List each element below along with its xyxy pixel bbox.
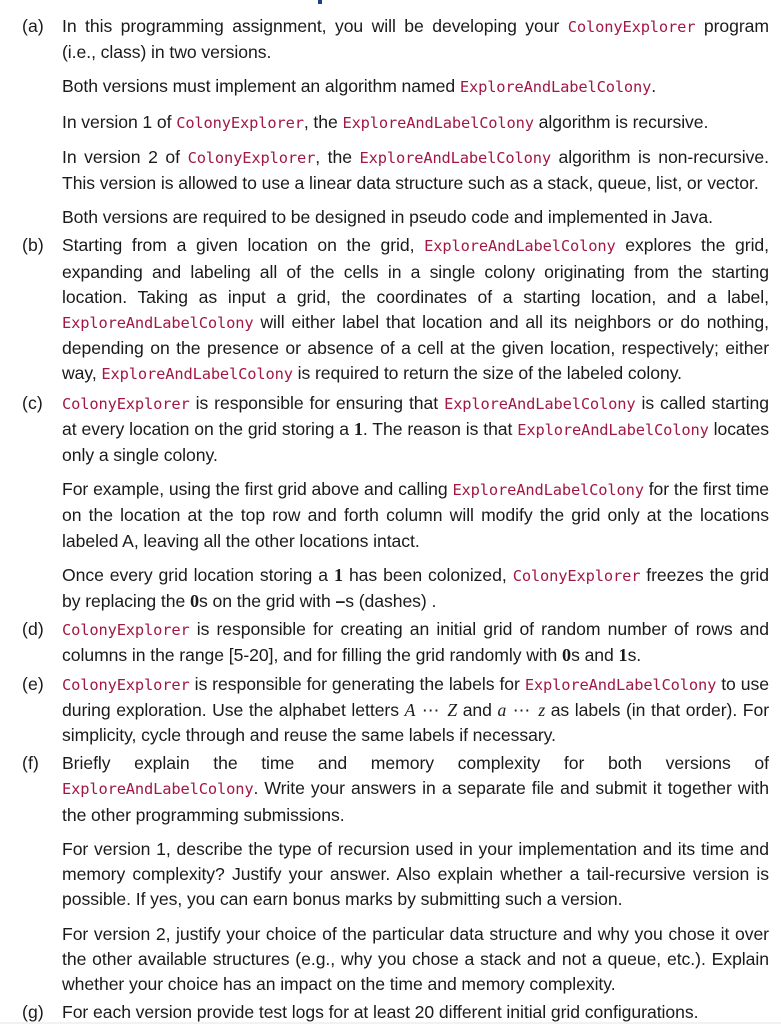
text-run: and (457, 699, 498, 720)
paragraph (62, 477, 769, 554)
code-identifier: ExploreAndLabelColony (359, 148, 551, 167)
text-run: algorithm is recursive. (533, 111, 709, 132)
list-item-body (62, 672, 769, 749)
enumerated-item-list (0, 14, 781, 1025)
text-run: algorithm is non-recursive. This version is allowed to use a linear data structure such as a stack, queue, list, or vector. (62, 146, 769, 194)
text-run: is required to return the size of the labeled colony. (292, 363, 682, 384)
list-item-body (62, 14, 769, 230)
text-run: . The reason is that (362, 418, 518, 439)
code-identifier: ColonyExplorer (62, 621, 190, 640)
code-identifier: ColonyExplorer (512, 566, 641, 585)
text-run: For version 2, justify your choice of the particular data structure and why you chose it over the other available structures (e.g., why you chose a stack and not a queue, etc.). Explain whether your choice has an impact on the time and memory complexity. (62, 923, 769, 994)
paragraph (62, 205, 769, 230)
text-run: is responsible for generating the labels for (189, 673, 525, 694)
paragraph (62, 837, 769, 913)
paragraph (62, 751, 769, 828)
list-item (0, 617, 781, 668)
code-identifier: ColonyExplorer (567, 18, 696, 36)
list-item-label: (e) (22, 673, 44, 694)
text-run: For example, using the first grid above and calling (62, 479, 453, 500)
list-item-label: (a) (22, 16, 44, 36)
text-run: Both versions are required to be designed in pseudo code and implemented in Java. (62, 207, 713, 228)
text-run: to use during exploration. Use the alphabet letters (62, 673, 769, 720)
text-run: is responsible for creating an initial grid of random number of rows and columns in the range [5-20], and for filling the grid randomly with (62, 619, 769, 666)
code-identifier: ColonyExplorer (62, 394, 190, 413)
math-ellipsis: ⋯ (415, 699, 448, 720)
list-item-body (62, 617, 769, 668)
text-run: For version 1, describe the type of recursion used in your implementation and its time and memory complexity? Justify your answer. Also explain whether a tail-recursive version is possible. If yes, you can earn bonus marks by submitting such a version. (62, 838, 769, 910)
list-item (0, 391, 781, 615)
list-item-label: (c) (22, 392, 43, 413)
literal-value: 0 (189, 591, 199, 612)
list-item (0, 672, 781, 749)
text-run: s on the grid with (199, 591, 336, 612)
code-identifier: ExploreAndLabelColony (101, 365, 293, 384)
paragraph (62, 672, 769, 749)
text-run: . Write your answers in a separate file and submit it together with the other programming submissions. (62, 778, 769, 825)
math-letter: z (538, 699, 546, 720)
text-run: is responsible for ensuring that (189, 392, 445, 413)
list-item (0, 233, 781, 387)
list-item-body (62, 233, 769, 387)
code-identifier: ColonyExplorer (187, 148, 316, 167)
text-run: will either label that location and all its neighbors or do nothing, depending on the presence or absence of a cell at the given location, respectively; either way, (62, 312, 769, 384)
code-identifier: ColonyExplorer (176, 113, 304, 132)
paragraph (62, 233, 769, 387)
code-identifier: ExploreAndLabelColony (342, 113, 534, 132)
text-run: , the (315, 146, 360, 167)
math-letter: A (404, 699, 416, 720)
literal-value: 1 (618, 645, 628, 666)
text-run: Once every grid location storing a (62, 564, 334, 585)
text-run: locates only a single colony. (62, 418, 769, 466)
text-run: Briefly explain the time and memory complexity for both versions of (62, 753, 769, 774)
text-run: has been colonized, (342, 564, 513, 585)
code-identifier: ExploreAndLabelColony (524, 675, 717, 694)
cropped-glyph-fragment (318, 0, 322, 4)
text-run: In version 2 of (62, 146, 188, 167)
list-item (0, 14, 781, 230)
paragraph (62, 617, 769, 668)
code-identifier: ExploreAndLabelColony (517, 420, 709, 439)
text-run: For each version provide test logs for at least 20 different initial grid configurations. (62, 1002, 699, 1023)
code-identifier: ExploreAndLabelColony (459, 78, 652, 97)
code-identifier: ExploreAndLabelColony (424, 237, 616, 256)
math-letter: Z (447, 699, 458, 720)
code-identifier: ExploreAndLabelColony (62, 314, 254, 333)
code-identifier: ExploreAndLabelColony (444, 394, 636, 413)
text-run: s. (627, 645, 642, 666)
paragraph (62, 110, 769, 136)
text-run: freezes the grid by replacing the (62, 564, 769, 612)
text-run: s (dashes) . (345, 591, 437, 612)
literal-value: 0 (562, 645, 572, 666)
text-run: s and (571, 645, 619, 666)
text-run: Starting from a given location on the grid, (62, 235, 425, 256)
text-run: as labels (in that order). For simplicity, cycle through and reuse the same labels if necessary. (62, 699, 770, 746)
paragraph (62, 74, 769, 100)
paragraph (62, 922, 769, 998)
list-item-body (62, 391, 769, 615)
math-letter: a (497, 699, 507, 720)
list-item-label: (b) (22, 235, 44, 256)
text-run: program (i.e., class) in two versions. (62, 16, 770, 63)
text-run: for the first time on the location at the top row and forth column will modify the grid only at the locations labeled A, leaving all the other locations intact. (62, 479, 769, 551)
code-identifier: ColonyExplorer (62, 675, 190, 694)
text-run: Both versions must implement an algorithm named (62, 76, 460, 97)
dash-symbol: – (335, 591, 346, 612)
text-run: is called starting at every location on the grid storing a (62, 392, 769, 439)
text-run: , the (303, 111, 343, 132)
literal-value: 1 (333, 564, 343, 585)
code-identifier: ExploreAndLabelColony (452, 481, 644, 500)
list-item (0, 751, 781, 997)
text-run: In this programming assignment, you will be developing your (62, 16, 568, 36)
math-ellipsis: ⋯ (506, 699, 539, 720)
list-item-body (62, 751, 769, 997)
text-run: In version 1 of (62, 111, 177, 132)
list-item-label: (g) (22, 1002, 44, 1023)
text-run: . (651, 76, 657, 97)
list-item-label: (d) (22, 619, 44, 640)
list-item-label: (f) (22, 753, 39, 774)
paragraph (62, 145, 769, 196)
paragraph (62, 14, 769, 65)
code-identifier: ExploreAndLabelColony (62, 780, 254, 799)
literal-value: 1 (353, 418, 363, 439)
paragraph (62, 563, 769, 614)
paragraph (62, 391, 769, 469)
text-run: explores the grid, expanding and labeling all of the cells in a single colony originating from the starting location. Taking as input a grid, the coordinates of a starting location, and a label, (62, 235, 769, 307)
